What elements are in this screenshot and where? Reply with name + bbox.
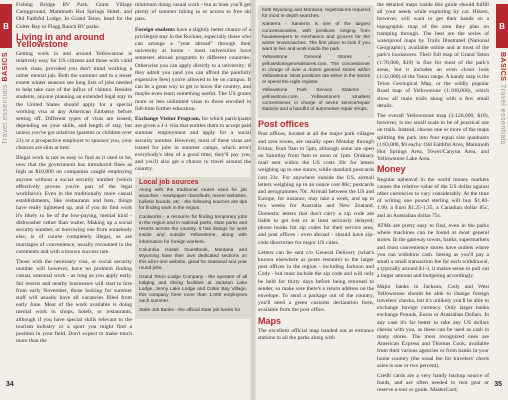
paragraph-text: have a slightly better chance of a privileged stay in the Rockies, especially those who can arrange a "year abroad" through their university at home - most universities have semester abroad programs to different countries. Otherwise you can apply directly to a university; if they admit you (and you can afford the painfully expensive fees) you're allowed to be on campus. It can be a great way to get to know the country, and maybe even learn something useful. The US grants more or less unlimited visas to those enrolled in full-time further education. bbox=[135, 26, 251, 112]
box-item: Coolworks - a resource for finding temporary jobs in the region and in national parks, state parks and resorts across the country. It has listings for work inside and outside Yellowstone, along with information for foreign workers. bbox=[139, 214, 247, 245]
box-title: Local job sources bbox=[139, 178, 199, 186]
paragraph: The overall Yellowstone map (1:126,000, $10), however, is too small scale to be of practical use on trails. Instead, choose one or more of the maps splitting the park into four equal size quadrants (1:83,000, $9 each): Old Faithful Area, Mammoth Hot Springs Area, Tower/Canyon Area, and Yellowstone Lake Area. bbox=[377, 113, 490, 163]
box-item: State Job Banks - the official state job banks for bbox=[139, 307, 241, 313]
box-item: Columbia Hostel Guestbook, Montana and Wyoming have their own dedicated sections on this all-in-one website, great for seasonal and year round jobs. bbox=[139, 247, 247, 272]
box-intro: Along with the traditional routes used for job searches - newspaper classifieds, recent websites, bulletin boards, etc - the following sources are tips for finding work in the region. bbox=[139, 187, 247, 212]
paragraph: minimum doing casual work - but at least you'll get plenty of summer hiking in or access to free ski pass. bbox=[135, 2, 251, 23]
paragraph: Getting work in and around Yellowstone is relatively easy for US citizens and those with valid work visas, provided you don't mind working a rather menial job. Both the summer and to a lesser extent winter seasons see long lists of jobs needed to help take care of the influx of visitors. Besides students, anyone planning an extended legal stay in the United States should apply for a special working visa at any American Embassy before setting off. Different types of visas are issued, depending on your skills, and length of stay, but unless you've got relatives (parents or children over 21) or a prospective employer to sponsor you, your chances are slim at best. bbox=[16, 51, 132, 151]
paragraph: Fishing Bridge RV Park, Grant Village Campground, Mammoth Hot Springs Hotel, and Old Faithful Lodge. In Grand Teton, head for the Colter Bay or Flagg Ranch RV parks. bbox=[16, 2, 132, 30]
section-tab-right: B bbox=[496, 4, 508, 48]
box-item: Grand Teton Lodge Company - the operator of all lodging and dining facilities at Jackson Lake Lodge, Jenny Lake Lodge and Colter Bay Village, this company hires more than 1,000 employees each summer. bbox=[139, 274, 247, 305]
box-item: Yellowstone Park Service Stations - yellowstone.com. Yellowstone's smallest concessioner, in charge of seven service/repair stations and a handful of automotive repair shops. bbox=[262, 88, 370, 113]
side-label-right: BASICS bbox=[499, 52, 506, 82]
paragraph: Post offices, located at all the major park villages and area towns, are usually open Monday through Friday, from 9am to 5pm, although some are open on Saturday from 9am to noon or 1pm. Ordinary mail sent within the US costs 39c for letters weighing up to one ounce, while standard postcards cost 23c. For anywhere outside the US, airmail letters weighing up to an ounce cost 80c; postcards and aerogrammes 70c. Airmail between the US and Europe, for instance, may take a week, and up to two weeks for Australia and New Zealand. Domestic letters that don't carry a zip code are liable to get lost or at least seriously delayed; phone books list zip codes for their service area, and post offices - even abroad - should have zip-code directories for major US cities. bbox=[258, 131, 374, 246]
box-item: Xanterra - Xanterra is one of the largest concessionaires, with positions ranging from housekeepers to mechanics and grocers for the winter snowcoaches. The first place to look if you want to live and work inside the park. bbox=[262, 22, 370, 53]
box-item: both Wyoming and Montana; registrations required for most in-depth searches. bbox=[262, 8, 370, 20]
column-4 bbox=[377, 2, 490, 394]
lead-foreign-students: Foreign students bbox=[135, 26, 175, 33]
page-number-left: 34 bbox=[6, 381, 14, 388]
sidebar-box-jobs bbox=[135, 177, 251, 319]
paragraph: Letters can be sent c/o General Delivery (what's known elsewhere as poste restante) to the larger post offices in the region - including Jackson and Cody - but must include the zip code and will only be held for thirty days before being returned to sender, so make sure there's a return address on the envelope. To send a package out of the country, you'll need a green customs declaration form, available from the post office. bbox=[258, 249, 374, 314]
paragraph-text: for which participants are given a J-1 visa that entitles them to accept paid summer employment and apply for a social security number. However, most of these visas are issued for jobs in summer camps, which aren't everybody's idea of a good time; they'll pay you, and you'll also get a chance to travel around the country. bbox=[135, 116, 251, 173]
paragraph bbox=[135, 116, 251, 174]
section-tab-left: B bbox=[0, 4, 12, 48]
paragraph: ATMs are pretty easy to find, even in the parks where machines can be found at most general stores. In the gateway towns, banks, supermarkets and most convenience stores have outlets where you can withdraw cash. Seeing as you'll pay a small a small transaction fee for each withdrawal, a typically around $1-3, it makes sense to pull out a larger amount and budgeting accordingly. bbox=[377, 222, 490, 280]
paragraph bbox=[135, 27, 251, 113]
column-1 bbox=[16, 2, 132, 374]
section-heading-living: Living in and around Yellowstone bbox=[16, 31, 105, 50]
paragraph: the detailed maps inside this guide should fulfill all your needs while exploring by car. Hikers, however, will want to get their hands on a topographic map of the area they plan on tramping through. The best are the series of waterproof maps by Trails Illustrated (National Geographic), available online and at most of the park's bookstores. Their full map of Grand Teton (1:78,000, $10) is fine for most of the park's areas, but it includes an even closer look (1:32,000) of the Teton range. A handy map is the Teton Geological Map, or the wildly popular Road map of Yellowstone (1:100,000), which show all main trails along with a few small details. bbox=[377, 2, 489, 109]
column-3 bbox=[258, 2, 374, 374]
section-heading-money: Money bbox=[377, 164, 406, 175]
column-2 bbox=[135, 2, 251, 374]
section-heading-maps: Maps bbox=[258, 315, 282, 326]
paragraph: Illegal work is not as easy to find as it used to be, now that the government has introduced fines as high as $10,000 on companies caught employing anyone without a social security number (which effectively proves you're part of the legal workforce). Even in the traditionally more casual establishments, like restaurants and bars, things have really tightened up, and if you do find work it's likely to be of the low-paying, menial kind - dishwasher rather than waiter. Making up a social security number, or borrowing one from somebody else, is of course completely illegal, as are marriages of convenience, usually recounted in the comments and with a known success rate. bbox=[16, 155, 132, 255]
side-sublabel-left: Travel essentials bbox=[2, 84, 9, 145]
side-label-left: BASICS bbox=[2, 52, 9, 82]
paragraph: The excellent official map handed out at entrance stations to all the parks along with bbox=[258, 327, 374, 341]
side-sublabel-right: Travel essentials bbox=[499, 84, 506, 145]
paragraph: Those with the necessary visa, or social security number will however, have no problem finding casual, seasonal work - as long as you apply early. Ski resorts and nearby businesses will start to hire from early November, those looking for summer staff will usually have all vacancies filled from early June. Most of the work available is doing menial work in shops, hotels, or restaurants, although if you have special skills relevant to the tourism industry or a sport you might find a position in your field. Don't expect to make much more than the bbox=[16, 258, 132, 345]
paragraph: Regular upheaval in the world money markets causes the relative value of the US dollar against other currencies to vary considerably. At the time of writing one pound sterling will buy $1.80-1.90, a Euro $1.25-1.35, a Canadian dollar 85c, and an Australian dollar 75c. bbox=[377, 176, 489, 219]
paragraph: Major banks in Jackson, Cody and West Yellowstone should be able to change foreign travelers' checks, but it's unlikely you'll be able to exchange foreign currency. Only larger banks exchange Pounds, Euros or Australian Dollars. In any case it's far better to take any US dollars checks with you, as these can be used as cash in many stores. The most recognized ones are American Express and Thomas Cook, available from their various agencies or from banks in your home country (the usual fee for travelers' check sales is one or two percent). bbox=[377, 283, 489, 369]
box-item: Yellowstone General Stores - yellowstonegeneralstores.com. The concessioner in charge of over a dozen general stores within Yellowstone. Most positions are either in the stores or spend the night register. bbox=[262, 55, 370, 86]
paragraph: Credit cards are a very handy backup source of funds, and are often needed to rent gear or reserve a tour or guide. MasterCard, bbox=[377, 372, 489, 394]
page-number-right: 35 bbox=[494, 381, 502, 388]
lead-exchange-program: Exchange Visitor Program, bbox=[135, 116, 201, 123]
section-heading-post-offices: Post offices bbox=[258, 119, 310, 130]
sidebar-box-jobs-cont bbox=[258, 5, 374, 118]
